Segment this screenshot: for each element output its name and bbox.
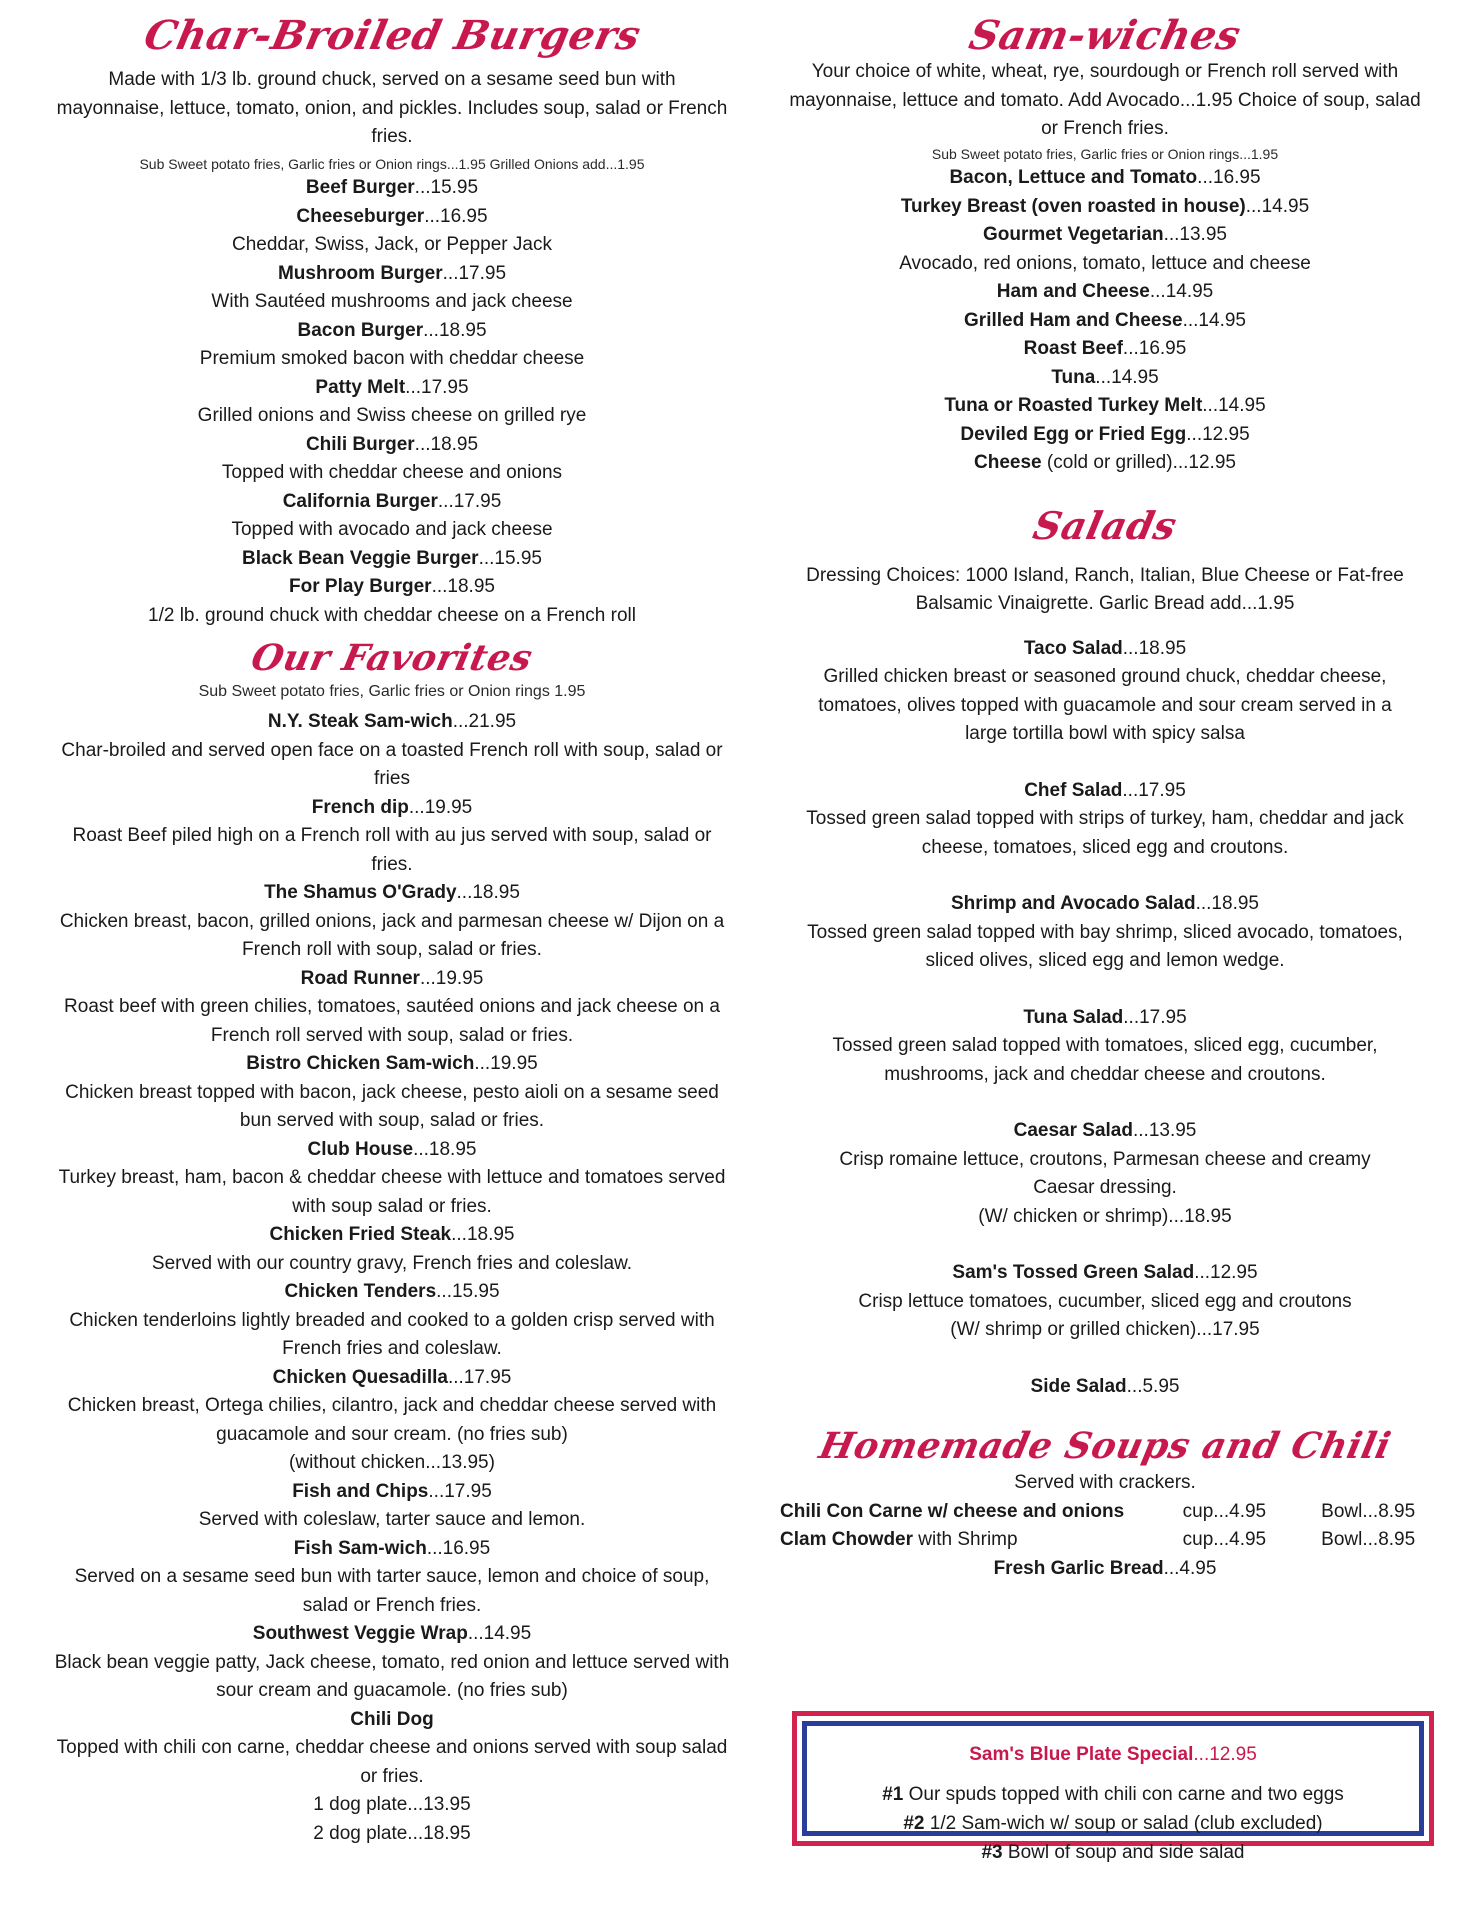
- menu-item: Deviled Egg or Fried Egg...12.95: [960, 423, 1250, 445]
- item-description: Served with our country gravy, French fries and coleslaw.: [151, 1252, 633, 1274]
- menu-item: Ham and Cheese...14.95: [996, 281, 1214, 302]
- item-description: Chicken tenderloins lightly breaded and cooked to a golden crisp served with French fries and coleslaw.: [69, 1309, 715, 1359]
- special-title: Sam's Blue Plate Special...12.95: [969, 1744, 1257, 1765]
- menu-item: Cheese (cold or grilled)...12.95: [974, 452, 1236, 473]
- item-extra: 1 dog plate...13.95: [313, 1794, 471, 1815]
- menu-item: Roast Beef...16.95: [1023, 338, 1187, 359]
- menu-item: Tuna or Roasted Turkey Melt...14.95: [944, 395, 1266, 416]
- item-description: Tossed green salad topped with tomatoes, sliced egg, cucumber, mushrooms, jack and cheddar cheese and croutons.: [832, 1035, 1378, 1085]
- favorites-list: [52, 708, 732, 1848]
- menu-item: The Shamus O'Grady...18.95: [264, 882, 520, 903]
- menu-item: Turkey Breast (oven roasted in house)...14.95: [900, 195, 1310, 217]
- item-description: Premium smoked bacon with cheddar cheese: [199, 348, 585, 369]
- spacer: [805, 749, 1405, 777]
- burgers-intro: Made with 1/3 lb. ground chuck, served on a sesame seed bun with mayonnaise, lettuce, tomato, onion, and pickles. Includes soup, salad or French fries.: [56, 69, 728, 147]
- special-option: #2 1/2 Sam-wich w/ soup or salad (club excluded): [903, 1813, 1323, 1834]
- left-column: [52, 0, 732, 1848]
- menu-item: Mushroom Burger...17.95: [277, 262, 507, 284]
- salad-list: [780, 635, 1430, 1402]
- item-description: Avocado, red onions, tomato, lettuce and cheese: [899, 252, 1311, 274]
- item-extra: (W/ shrimp or grilled chicken)...17.95: [950, 1319, 1260, 1340]
- item-description: Topped with chili con carne, cheddar cheese and onions served with soup salad or fries.: [56, 1737, 728, 1787]
- menu-item: For Play Burger...18.95: [289, 576, 495, 597]
- item-description: Grilled chicken breast or seasoned ground chuck, cheddar cheese, tomatoes, olives topped with guacamole and sour cream served in a large tortilla bowl with spicy salsa: [818, 666, 1392, 744]
- menu-item: Black Bean Veggie Burger...15.95: [242, 547, 542, 569]
- blue-plate-special-box: [792, 1711, 1434, 1863]
- special-option: #3 Bowl of soup and side salad: [981, 1842, 1245, 1863]
- item-description: Chicken breast topped with bacon, jack cheese, pesto aioli on a sesame seed bun served with soup, salad or fries.: [65, 1081, 719, 1131]
- menu-item: Sam's Tossed Green Salad...12.95: [952, 1262, 1258, 1283]
- menu-item: Caesar Salad...13.95: [1013, 1120, 1197, 1141]
- special-inner-border: [802, 1721, 1424, 1863]
- menu-item: French dip...19.95: [311, 796, 473, 818]
- item-description: Crisp romaine lettuce, croutons, Parmesan cheese and creamy Caesar dressing.: [839, 1148, 1371, 1198]
- menu-item: Taco Salad...18.95: [1023, 637, 1187, 659]
- spacer: [805, 862, 1405, 890]
- menu-item: Bistro Chicken Sam-wich...19.95: [246, 1053, 538, 1074]
- burgers-sub-note: Sub Sweet potato fries, Garlic fries or Onion rings...1.95 Grilled Onions add...1.95: [139, 155, 645, 172]
- favorites-sub-note: Sub Sweet potato fries, Garlic fries or Onion rings 1.95: [198, 683, 586, 700]
- menu-item: Beef Burger...15.95: [305, 177, 479, 198]
- menu-item: Gourmet Vegetarian...13.95: [983, 224, 1227, 245]
- item-description: 1/2 lb. ground chuck with cheddar cheese on a French roll: [148, 604, 636, 626]
- soups-heading: Homemade Soups and Chili: [815, 1425, 1395, 1467]
- menu-item: Bacon, Lettuce and Tomato...16.95: [949, 167, 1261, 188]
- menu-item: Chef Salad...17.95: [1024, 779, 1186, 801]
- item-description: Served on a sesame seed bun with tarter sauce, lemon and choice of soup, salad or French fries.: [74, 1566, 710, 1616]
- item-description: Roast beef with green chilies, tomatoes, sautéed onions and jack cheese on a French roll served with soup, salad or fries.: [64, 996, 720, 1046]
- menu-item: Tuna...14.95: [1051, 366, 1159, 388]
- menu-item: Southwest Veggie Wrap...14.95: [252, 1623, 532, 1644]
- item-description: Black bean veggie patty, Jack cheese, tomato, red onion and lettuce served with sour cream and guacamole. (no fries sub): [54, 1651, 730, 1701]
- menu-item: Fish Sam-wich...16.95: [293, 1537, 491, 1559]
- item-description: Crisp lettuce tomatoes, cucumber, sliced egg and croutons: [858, 1290, 1352, 1312]
- menu-item: Chicken Quesadilla...17.95: [272, 1366, 512, 1388]
- item-description: Chicken breast, bacon, grilled onions, jack and parmesan cheese w/ Dijon on a French roll with soup, salad or fries.: [59, 910, 725, 960]
- menu-item: Road Runner...19.95: [300, 967, 484, 989]
- menu-item: N.Y. Steak Sam-wich...21.95: [267, 711, 517, 732]
- item-extra: (without chicken...13.95): [289, 1452, 495, 1473]
- menu-item: Chicken Tenders...15.95: [284, 1281, 500, 1302]
- menu-item: Chili Burger...18.95: [305, 433, 479, 455]
- menu-item: Chili Dog: [350, 1708, 434, 1730]
- menu-item: Cheeseburger...16.95: [296, 205, 488, 227]
- item-description: Roast Beef piled high on a French roll with au jus served with soup, salad or fries.: [72, 825, 712, 875]
- menu-item: Shrimp and Avocado Salad...18.95: [951, 893, 1259, 914]
- samwich-list: [780, 164, 1430, 478]
- item-description: With Sautéed mushrooms and jack cheese: [211, 291, 573, 312]
- item-description: Cheddar, Swiss, Jack, or Pepper Jack: [232, 234, 552, 255]
- samwiches-sub-note: Sub Sweet potato fries, Garlic fries or Onion rings...1.95: [931, 145, 1279, 162]
- spacer: [805, 976, 1405, 1004]
- item-description: Grilled onions and Swiss cheese on grilled rye: [197, 405, 587, 426]
- menu-item: Fresh Garlic Bread...4.95: [993, 1557, 1217, 1579]
- favorites-heading: Our Favorites: [247, 637, 537, 679]
- burger-list: [52, 174, 732, 630]
- item-description: Tossed green salad topped with strips of turkey, ham, cheddar and jack cheese, tomatoes, sliced egg and croutons.: [806, 808, 1404, 858]
- menu-item: Side Salad...5.95: [1030, 1375, 1180, 1397]
- menu-item: Patty Melt...17.95: [315, 376, 469, 398]
- menu-item: Fish and Chips...17.95: [292, 1480, 492, 1502]
- spacer: [805, 1231, 1405, 1259]
- item-description: Chicken breast, Ortega chilies, cilantro, jack and cheddar cheese served with guacamole and sour cream. (no fries sub): [67, 1395, 717, 1445]
- right-column: [780, 0, 1430, 1583]
- item-extra: 2 dog plate...18.95: [313, 1822, 471, 1844]
- soup-row: Chili Con Carne w/ cheese and onions cup...4.95 Bowl...8.95: [780, 1500, 1416, 1522]
- special-options: [807, 1780, 1419, 1867]
- soups-intro: Served with crackers.: [1014, 1472, 1196, 1493]
- item-description: Served with coleslaw, tarter sauce and lemon.: [198, 1509, 586, 1530]
- menu-item: Tuna Salad...17.95: [1023, 1006, 1187, 1028]
- salads-intro: Dressing Choices: 1000 Island, Ranch, Italian, Blue Cheese or Fat-free Balsamic Vinaigrette. Garlic Bread add...1.95: [806, 564, 1404, 614]
- burgers-heading: Char-Broiled Burgers: [139, 12, 645, 59]
- samwiches-heading: Sam-wiches: [965, 12, 1245, 59]
- samwiches-intro: Your choice of white, wheat, rye, sourdough or French roll served with mayonnaise, lettuce and tomato. Add Avocado...1.95 Choice of soup, salad or French fries.: [789, 61, 1421, 139]
- item-description: Turkey breast, ham, bacon & cheddar cheese with lettuce and tomatoes served with soup salad or fries.: [58, 1167, 726, 1217]
- soup-row: Clam Chowder with Shrimp cup...4.95 Bowl...8.95: [780, 1529, 1416, 1550]
- spacer: [805, 1345, 1405, 1373]
- menu-item: Chicken Fried Steak...18.95: [269, 1224, 515, 1245]
- menu-item: Grilled Ham and Cheese...14.95: [964, 309, 1246, 331]
- item-description: Char-broiled and served open face on a toasted French roll with soup, salad or fries: [61, 739, 723, 789]
- item-description: Topped with cheddar cheese and onions: [221, 462, 563, 483]
- menu-item: Bacon Burger...18.95: [297, 319, 487, 341]
- item-extra: (W/ chicken or shrimp)...18.95: [978, 1205, 1232, 1227]
- special-option: #1 Our spuds topped with chili con carne and two eggs: [882, 1784, 1344, 1805]
- spacer: [805, 1089, 1405, 1117]
- item-description: Topped with avocado and jack cheese: [231, 519, 553, 540]
- item-description: Tossed green salad topped with bay shrimp, sliced avocado, tomatoes, sliced olives, sliced egg and lemon wedge.: [807, 921, 1403, 971]
- menu-item: Club House...18.95: [307, 1138, 477, 1160]
- salads-heading: Salads: [1029, 502, 1181, 548]
- menu-item: California Burger...17.95: [282, 490, 502, 512]
